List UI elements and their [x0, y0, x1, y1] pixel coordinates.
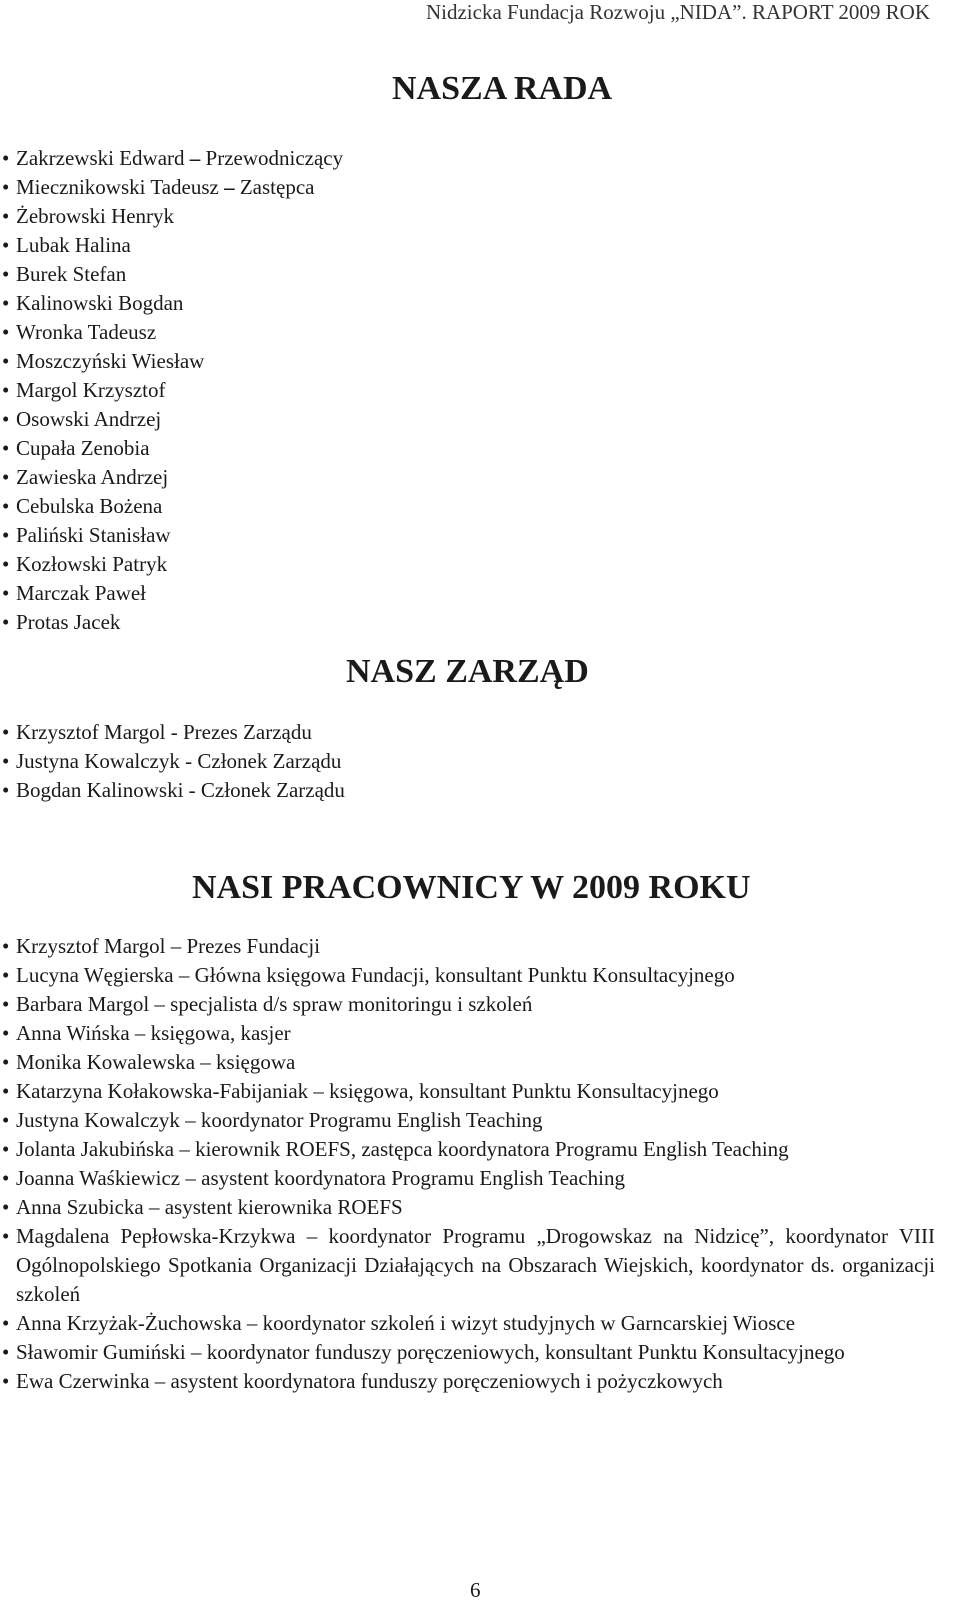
person-name: Magdalena Pepłowska-Krzykwa — [16, 1224, 296, 1248]
bullet-icon: • — [2, 1340, 10, 1364]
person-name: Bogdan Kalinowski — [16, 778, 184, 802]
bullet-icon: • — [2, 1108, 10, 1132]
list-item — [0, 376, 343, 405]
bullet-icon: • — [2, 378, 10, 402]
list-item — [0, 521, 343, 550]
bullet-icon: • — [2, 1369, 10, 1393]
person-name: Justyna Kowalczyk — [16, 1108, 180, 1132]
staff-title: NASI PRACOWNICY W 2009 ROKU — [192, 869, 751, 906]
person-name: Joanna Waśkiewicz — [16, 1166, 181, 1190]
person-name: Osowski Andrzej — [16, 407, 162, 431]
person-name: Zakrzewski Edward — [16, 146, 185, 170]
person-name: Monika Kowalewska — [16, 1050, 196, 1074]
bullet-icon: • — [2, 581, 10, 605]
person-name: Miecznikowski Tadeusz — [16, 175, 219, 199]
person-name: Katarzyna Kołakowska-Fabijaniak — [16, 1079, 309, 1103]
list-item — [0, 1077, 935, 1106]
list-item — [0, 463, 343, 492]
list-item — [0, 492, 343, 521]
person-role: księgowa — [216, 1050, 296, 1074]
bullet-icon: • — [2, 610, 10, 634]
person-name: Zawieska Andrzej — [16, 465, 169, 489]
person-role: specjalista d/s spraw monitoringu i szkoleń — [170, 992, 533, 1016]
bullet-icon: • — [2, 1311, 10, 1335]
separator: – — [134, 1021, 146, 1045]
council-member-list — [0, 144, 343, 637]
separator: - — [185, 749, 193, 773]
bullet-icon: • — [2, 233, 10, 257]
separator: – — [179, 1137, 190, 1161]
list-item — [0, 347, 343, 376]
page-number: 6 — [470, 1578, 481, 1602]
person-name: Margol Krzysztof — [16, 378, 166, 402]
bullet-icon: • — [2, 934, 10, 958]
bullet-icon: • — [2, 436, 10, 460]
separator: – — [191, 1340, 202, 1364]
list-item — [0, 144, 343, 173]
person-name: Cebulska Bożena — [16, 494, 163, 518]
separator: – — [189, 146, 201, 170]
bullet-icon: • — [2, 778, 10, 802]
person-role: asystent kierownika ROEFS — [164, 1195, 403, 1219]
list-item — [0, 932, 935, 961]
bullet-icon: • — [2, 1050, 10, 1074]
bullet-icon: • — [2, 465, 10, 489]
person-role: koordynator funduszy poręczeniowych, konsultant Punktu Konsultacyjnego — [206, 1340, 845, 1364]
person-name: Krzysztof Margol — [16, 720, 166, 744]
bullet-icon: • — [2, 1195, 10, 1219]
separator: – — [148, 1195, 160, 1219]
person-role: Przewodniczący — [205, 146, 344, 170]
list-item — [0, 1135, 935, 1164]
bullet-icon: • — [2, 349, 10, 373]
list-item — [0, 318, 343, 347]
bullet-icon: • — [2, 494, 10, 518]
list-item — [0, 550, 343, 579]
bullet-icon: • — [2, 523, 10, 547]
list-item — [0, 231, 343, 260]
person-name: Anna Szubicka — [16, 1195, 144, 1219]
person-name: Barbara Margol — [16, 992, 150, 1016]
list-item — [0, 1367, 935, 1396]
person-name: Cupała Zenobia — [16, 436, 150, 460]
person-role: koordynator Programu „Drogowskaz na Nidzicę”, koordynator VIII Ogólnopolskiego Spotkania Organizacji Działających na Obszarach Wiejskich, koordynator ds. organizacji szkoleń — [16, 1224, 935, 1306]
person-role: Prezes Fundacji — [186, 934, 321, 958]
bullet-icon: • — [2, 963, 10, 987]
separator: – — [154, 1369, 166, 1393]
list-item — [0, 718, 345, 747]
person-name: Moszczyński Wiesław — [16, 349, 205, 373]
person-name: Justyna Kowalczyk — [16, 749, 180, 773]
list-item — [0, 990, 935, 1019]
list-item — [0, 202, 343, 231]
separator: – — [224, 175, 235, 199]
person-role: koordynator Programu English Teaching — [200, 1108, 543, 1132]
person-role: Zastępca — [239, 175, 315, 199]
person-role: Członek Zarządu — [197, 749, 342, 773]
list-item — [0, 173, 343, 202]
person-role: koordynator szkoleń i wizyt studyjnych w Garncarskiej Wiosce — [262, 1311, 796, 1335]
list-item — [0, 1338, 935, 1367]
bullet-icon: • — [2, 291, 10, 315]
bullet-icon: • — [2, 320, 10, 344]
staff-member-list — [0, 932, 935, 1396]
report-header: Nidzicka Fundacja Rozwoju „NIDA”. RAPORT 2009 ROK — [425, 0, 930, 24]
person-name: Marczak Paweł — [16, 581, 147, 605]
list-item — [0, 1222, 935, 1309]
list-item — [0, 260, 343, 289]
person-name: Kalinowski Bogdan — [16, 291, 184, 315]
list-item — [0, 1106, 935, 1135]
person-name: Ewa Czerwinka — [16, 1369, 150, 1393]
bullet-icon: • — [2, 992, 10, 1016]
person-name: Anna Wińska — [16, 1021, 130, 1045]
bullet-icon: • — [2, 262, 10, 286]
person-name: Lubak Halina — [16, 233, 131, 257]
list-item — [0, 961, 935, 990]
bullet-icon: • — [2, 204, 10, 228]
person-name: Krzysztof Margol — [16, 934, 166, 958]
separator: – — [200, 1050, 211, 1074]
person-role: asystent koordynatora Programu English Teaching — [201, 1166, 626, 1190]
person-name: Burek Stefan — [16, 262, 127, 286]
list-item — [0, 579, 343, 608]
list-item — [0, 434, 343, 463]
list-item — [0, 1193, 935, 1222]
bullet-icon: • — [2, 749, 10, 773]
board-title: NASZ ZARZĄD — [346, 653, 589, 690]
person-role: Prezes Zarządu — [183, 720, 312, 744]
bullet-icon: • — [2, 720, 10, 744]
list-item — [0, 776, 345, 805]
separator: – — [185, 1108, 196, 1132]
person-name: Kozłowski Patryk — [16, 552, 168, 576]
separator: – — [185, 1166, 196, 1190]
bullet-icon: • — [2, 175, 10, 199]
separator: - — [170, 720, 178, 744]
separator: - — [188, 778, 196, 802]
list-item — [0, 405, 343, 434]
separator: – — [178, 963, 190, 987]
bullet-icon: • — [2, 552, 10, 576]
council-title: NASZA RADA — [392, 70, 613, 107]
bullet-icon: • — [2, 146, 10, 170]
person-role: asystent koordynatora funduszy poręczeniowych i pożyczkowych — [170, 1369, 723, 1393]
person-role: Członek Zarządu — [200, 778, 345, 802]
bullet-icon: • — [2, 1166, 10, 1190]
bullet-icon: • — [2, 1224, 10, 1248]
list-item — [0, 1048, 935, 1077]
person-name: Paliński Stanisław — [16, 523, 171, 547]
separator: – — [170, 934, 182, 958]
list-item — [0, 747, 345, 776]
person-name: Żebrowski Henryk — [16, 204, 175, 228]
person-name: Protas Jacek — [16, 610, 121, 634]
person-role: księgowa, konsultant Punktu Konsultacyjnego — [329, 1079, 719, 1103]
person-name: Anna Krzyżak-Żuchowska — [16, 1311, 242, 1335]
management-board-list — [0, 718, 345, 805]
separator: – — [154, 992, 165, 1016]
list-item — [0, 1019, 935, 1048]
person-role: kierownik ROEFS, zastępca koordynatora Programu English Teaching — [195, 1137, 789, 1161]
bullet-icon: • — [2, 1137, 10, 1161]
bullet-icon: • — [2, 407, 10, 431]
separator: – — [306, 1224, 318, 1248]
person-role: Główna księgowa Fundacji, konsultant Punktu Konsultacyjnego — [194, 963, 735, 987]
list-item — [0, 1164, 935, 1193]
bullet-icon: • — [2, 1079, 10, 1103]
bullet-icon: • — [2, 1021, 10, 1045]
list-item — [0, 289, 343, 318]
person-role: księgowa, kasjer — [150, 1021, 291, 1045]
person-name: Lucyna Węgierska — [16, 963, 174, 987]
person-name: Wronka Tadeusz — [16, 320, 157, 344]
list-item — [0, 608, 343, 637]
list-item — [0, 1309, 935, 1338]
person-name: Sławomir Gumiński — [16, 1340, 186, 1364]
separator: – — [313, 1079, 324, 1103]
person-name: Jolanta Jakubińska — [16, 1137, 175, 1161]
separator: – — [246, 1311, 258, 1335]
